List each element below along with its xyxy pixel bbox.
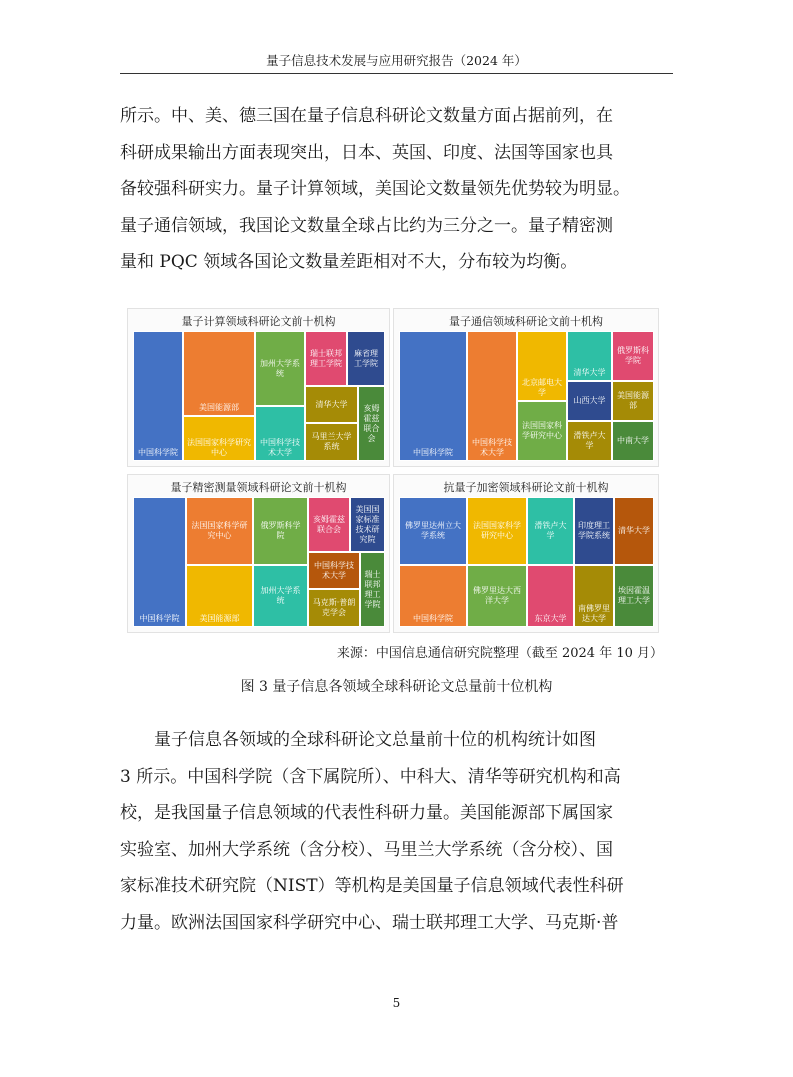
figure-source: 来源：中国信息通信研究院整理（截至 2024 年 10 月） xyxy=(336,646,663,661)
paragraph-1 xyxy=(120,98,673,281)
treemap-tile: 亥姆霍兹联合会 xyxy=(358,386,385,461)
treemap-tile: 中国科学院 xyxy=(399,565,467,627)
text-line: 量子通信领域，我国论文数量全球占比约为三分之一。量子精密测 xyxy=(120,215,613,236)
treemap-title: 抗量子加密领域科研论文前十机构 xyxy=(443,481,609,494)
paragraph-2 xyxy=(120,722,673,941)
treemap-tile: 清华大学 xyxy=(305,386,358,423)
treemap-title: 量子计算领域科研论文前十机构 xyxy=(181,315,336,328)
treemap-tile: 清华大学 xyxy=(567,331,612,381)
treemap-tile: 中国科学技术大学 xyxy=(467,331,517,461)
text-line: 备较强科研实力。量子计算领域，美国论文数量领先优势较为明显。 xyxy=(120,179,630,199)
treemap-tile: 法国国家科学研究中心 xyxy=(183,416,255,461)
treemap-tile: 佛罗里达大西洋大学 xyxy=(467,565,527,627)
treemap-tile: 滑铁卢大学 xyxy=(527,497,574,565)
treemap-quantum-communication xyxy=(393,308,659,467)
treemap-tile: 美国国家标准技术研究院 xyxy=(350,497,385,552)
text-line: 力量。欧洲法国国家科学研究中心、瑞士联邦理工大学、马克斯·普 xyxy=(120,912,619,933)
treemap-tile: 马克斯·普朗克学会 xyxy=(308,589,360,627)
treemap-tile: 加州大学系统 xyxy=(253,565,308,627)
figure-caption: 图 3 量子信息各领域全球科研论文总量前十位机构 xyxy=(240,679,553,695)
treemap-tile: 俄罗斯科学院 xyxy=(612,331,654,381)
treemap-tile: 马里兰大学系统 xyxy=(305,423,358,461)
treemap-tile: 俄罗斯科学院 xyxy=(253,497,308,565)
text-line: 量子信息各领域的全球科研论文总量前十位的机构统计如图 xyxy=(120,730,596,750)
treemap-tile: 中国科学院 xyxy=(133,497,186,627)
treemap-quantum-computing xyxy=(127,308,390,467)
treemap-tile: 亥姆霍兹联合会 xyxy=(308,497,350,552)
text-line: 科研成果输出方面表现突出，日本、英国、印度、法国等国家也具 xyxy=(120,142,613,163)
treemap-tile: 清华大学 xyxy=(614,497,654,565)
treemap-tile: 法国国家科学研究中心 xyxy=(517,401,567,461)
treemap-tile: 中国科学技术大学 xyxy=(255,406,305,461)
treemap-tile: 瑞士联邦理工学院 xyxy=(305,331,347,386)
treemap-tile: 滑铁卢大学 xyxy=(567,421,612,461)
treemap-tile: 美国能源部 xyxy=(612,381,654,421)
text-line: 校，是我国量子信息领域的代表性科研力量。美国能源部下属国家 xyxy=(120,803,613,823)
treemap-tile: 中国科学技术大学 xyxy=(308,552,360,589)
treemap-pqc xyxy=(393,474,659,633)
treemap-tile: 北京邮电大学 xyxy=(517,331,567,401)
text-line: 所示。中、美、德三国在量子信息科研论文数量方面占据前列，在 xyxy=(120,106,613,126)
treemap-tile: 麻省理工学院 xyxy=(347,331,385,386)
page-number: 5 xyxy=(392,996,401,1010)
treemap-tile: 法国国家科学研究中心 xyxy=(186,497,253,565)
treemap-tile: 美国能源部 xyxy=(186,565,253,627)
text-line: 3 所示。中国科学院（含下属院所）、中科大、清华等研究机构和高 xyxy=(120,766,621,787)
treemap-tile: 中南大学 xyxy=(612,421,654,461)
text-line: 量和 PQC 领域各国论文数量差距相对不大，分布较为均衡。 xyxy=(120,252,578,272)
treemap-tile: 美国能源部 xyxy=(183,331,255,416)
treemap-tile: 瑞士联邦理工学院 xyxy=(360,552,385,627)
treemap-tile: 中国科学院 xyxy=(133,331,183,461)
treemap-title: 量子通信领域科研论文前十机构 xyxy=(449,315,603,328)
running-header: 量子信息技术发展与应用研究报告（2024 年） xyxy=(266,53,527,68)
treemap-tile: 中国科学院 xyxy=(399,331,467,461)
treemap-tile: 加州大学系统 xyxy=(255,331,305,406)
text-line: 家标准技术研究院（NIST）等机构是美国量子信息领域代表性科研 xyxy=(120,876,624,896)
treemap-tile: 东京大学 xyxy=(527,565,574,627)
treemap-tile: 佛罗里达州立大学系统 xyxy=(399,497,467,565)
treemap-quantum-metrology xyxy=(127,474,390,633)
text-line: 实验室、加州大学系统（含分校）、马里兰大学系统（含分校）、国 xyxy=(120,839,613,860)
treemap-tile: 山西大学 xyxy=(567,381,612,421)
treemap-tile: 南佛罗里达大学 xyxy=(574,565,614,627)
treemap-tile: 法国国家科学研究中心 xyxy=(467,497,527,565)
treemap-tile: 埃因霍温理工大学 xyxy=(614,565,654,627)
header-rule xyxy=(120,73,673,74)
treemap-tile: 印度理工学院系统 xyxy=(574,497,614,565)
treemap-title: 量子精密测量领域科研论文前十机构 xyxy=(170,481,347,494)
